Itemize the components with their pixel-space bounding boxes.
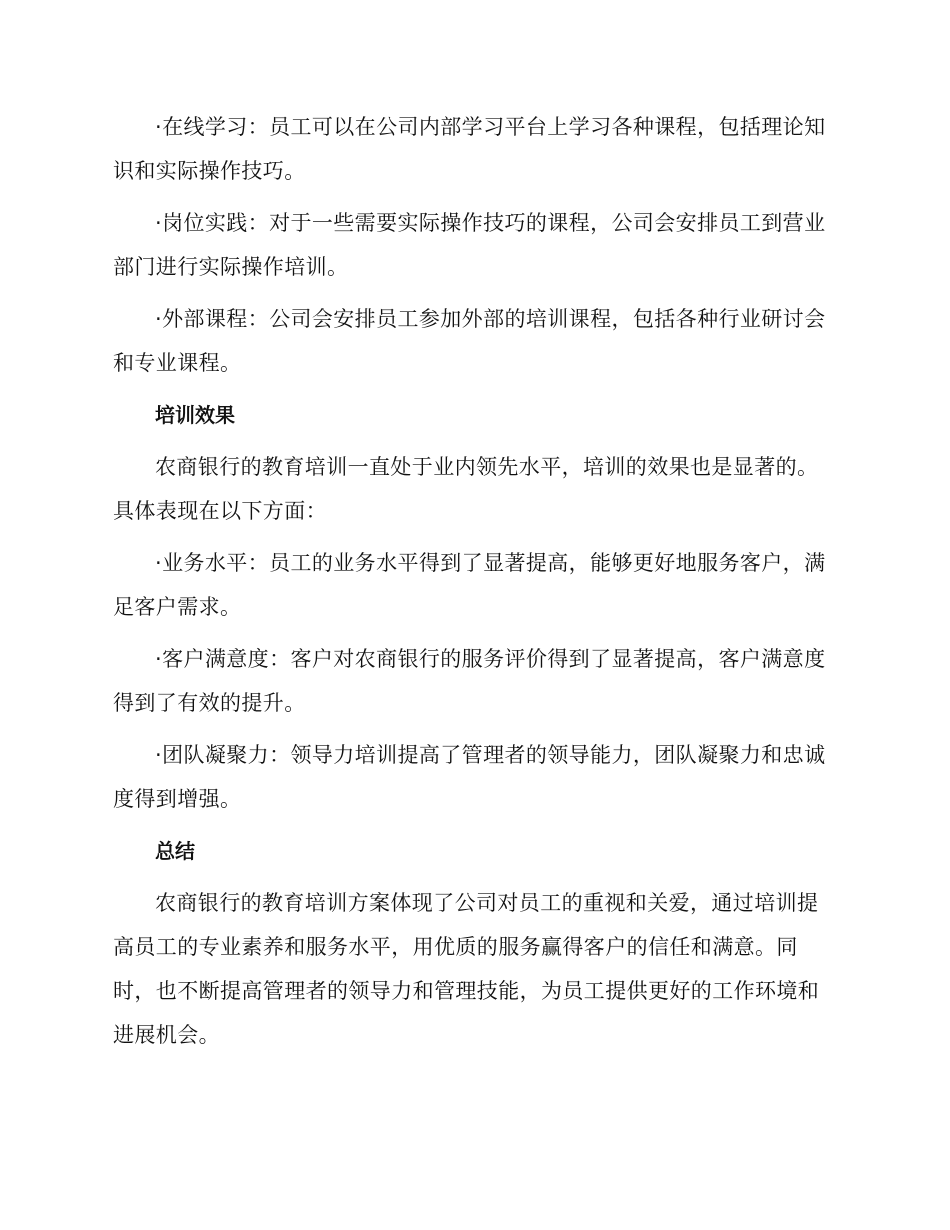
- bullet-online-learning: ·在线学习：员工可以在公司内部学习平台上学习各种课程，包括理论知识和实际操作技巧。: [113, 115, 826, 183]
- bullet-team-cohesion: ·团队凝聚力：领导力培训提高了管理者的领导能力，团队凝聚力和忠诚度得到增强。: [113, 743, 826, 811]
- heading-training-effect: 培训效果: [155, 403, 235, 427]
- bullet-job-practice: ·岗位实践：对于一些需要实际操作技巧的课程，公司会安排员工到营业部门进行实际操作培训。: [113, 211, 826, 279]
- document-content: [113, 105, 833, 1065]
- training-effect-intro: 农商银行的教育培训一直处于业内领先水平，培训的效果也是显著的。具体表现在以下方面：: [113, 455, 819, 523]
- heading-summary: 总结: [155, 839, 195, 863]
- summary-paragraph: 农商银行的教育培训方案体现了公司对员工的重视和关爱，通过培训提高员工的专业素养和服务水平，用优质的服务赢得客户的信任和满意。同时，也不断提高管理者的领导力和管理技能，为员工提供更好的工作环境和进展机会。: [113, 891, 820, 1047]
- bullet-external-courses: ·外部课程：公司会安排员工参加外部的培训课程，包括各种行业研讨会和专业课程。: [113, 307, 826, 375]
- bullet-business-level: ·业务水平：员工的业务水平得到了显著提高，能够更好地服务客户，满足客户需求。: [113, 551, 826, 619]
- bullet-customer-satisfaction: ·客户满意度：客户对农商银行的服务评价得到了显著提高，客户满意度得到了有效的提升。: [113, 647, 826, 715]
